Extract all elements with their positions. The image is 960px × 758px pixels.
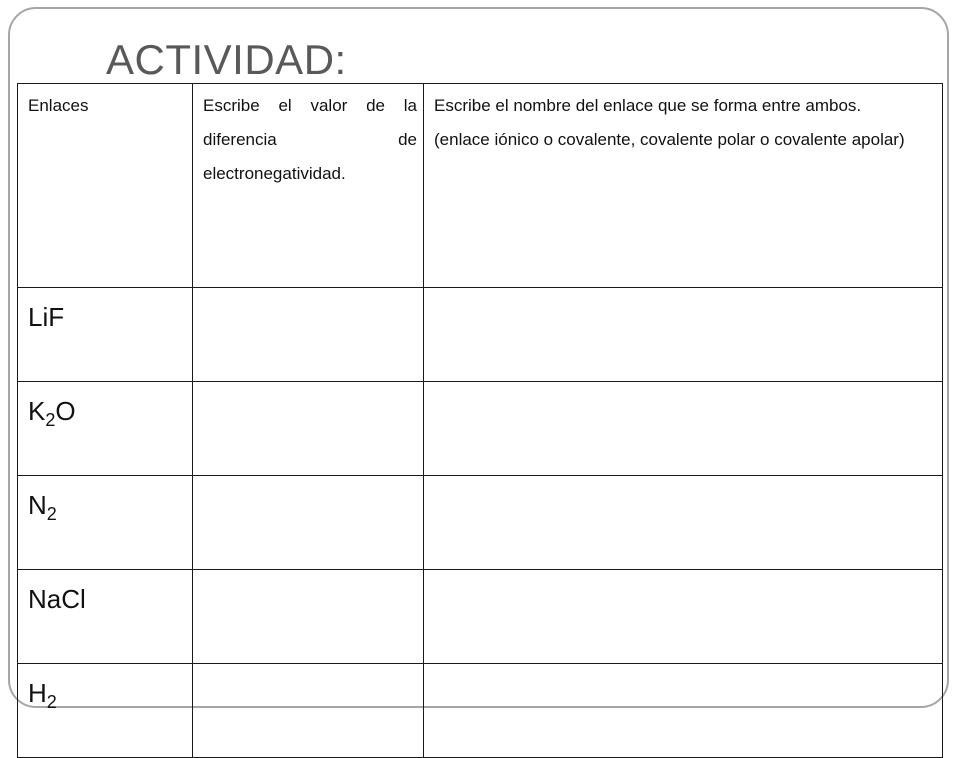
header-electronegatividad: Escribe el valor de la diferencia de electronegatividad. (193, 84, 424, 288)
formula-cell (18, 476, 193, 570)
bond-name-answer-cell[interactable] (424, 476, 943, 570)
bond-name-answer-cell[interactable] (424, 382, 943, 476)
formula-subscript: 2 (45, 410, 56, 430)
formula-cell (18, 570, 193, 664)
electronegativity-answer-cell[interactable] (193, 382, 424, 476)
bond-name-answer-cell[interactable] (424, 288, 943, 382)
formula-subscript: 2 (46, 504, 57, 524)
bond-name-answer-cell[interactable] (424, 664, 943, 758)
formula-cell (18, 288, 193, 382)
table-row (18, 382, 943, 476)
formula-cell (18, 382, 193, 476)
formula-cell (18, 664, 193, 758)
electronegativity-answer-cell[interactable] (193, 288, 424, 382)
header-nombre-enlace-text: Escribe el nombre del enlace que se forma entre ambos. (434, 96, 862, 115)
formula-main: N (28, 490, 47, 520)
formula-main: LiF (28, 302, 65, 332)
formula-tail: O (55, 396, 76, 426)
activity-table (17, 83, 943, 758)
formula-main: K (28, 396, 46, 426)
header-nombre-enlace (424, 84, 943, 288)
formula-main: NaCl (28, 584, 86, 614)
header-enlaces: Enlaces (18, 84, 193, 288)
formula-subscript: 2 (46, 692, 57, 712)
electronegativity-answer-cell[interactable] (193, 476, 424, 570)
electronegativity-answer-cell[interactable] (193, 570, 424, 664)
electronegativity-answer-cell[interactable] (193, 664, 424, 758)
formula-main: H (28, 678, 47, 708)
table-row (18, 570, 943, 664)
table-row (18, 664, 943, 758)
table-header-row (18, 84, 943, 288)
table-row (18, 476, 943, 570)
bond-name-answer-cell[interactable] (424, 570, 943, 664)
header-nombre-enlace-hint: (enlace iónico o covalente, covalente polar o covalente apolar) (434, 130, 905, 149)
table-row (18, 288, 943, 382)
page-title: ACTIVIDAD: (106, 36, 347, 83)
